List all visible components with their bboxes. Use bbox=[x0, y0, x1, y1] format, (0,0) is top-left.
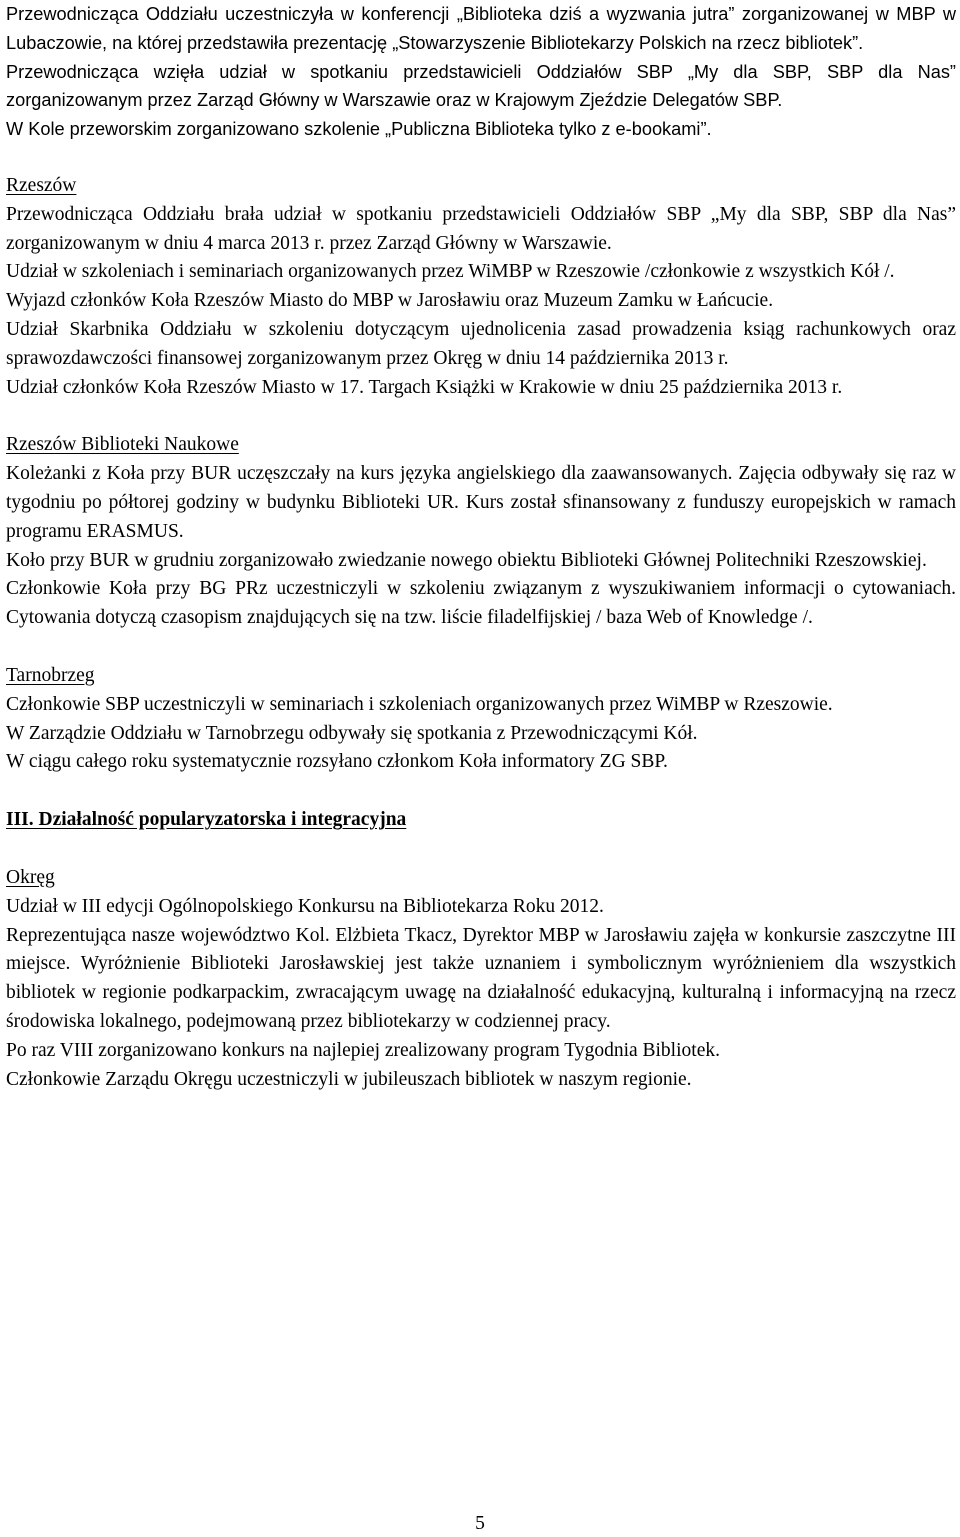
page-number: 5 bbox=[475, 1513, 485, 1534]
paragraph: W Kole przeworskim zorganizowano szkolenie „Publiczna Biblioteka tylko z e-bookami”. bbox=[6, 119, 712, 140]
section-heading: Tarnobrzeg bbox=[6, 664, 95, 686]
paragraph: Członkowie SBP uczestniczyli w seminariach i szkoleniach organizowanych przez WiMBP w Rzeszowie. bbox=[6, 693, 833, 715]
paragraph: Członkowie Zarządu Okręgu uczestniczyli w jubileuszach bibliotek w naszym regionie. bbox=[6, 1068, 692, 1090]
paragraph: Udział Skarbnika Oddziału w szkoleniu dotyczącym ujednolicenia zasad prowadzenia ksiąg rachunkowych oraz sprawozdawczości finansowej zorganizowanym przez Okręg w dniu 14 października 2013 r. bbox=[6, 318, 956, 369]
okreg-section bbox=[6, 864, 956, 1094]
paragraph: Reprezentująca nasze województwo Kol. Elżbieta Tkacz, Dyrektor MBP w Jarosławiu zajęła w konkursie zaszczytne III miejsce. Wyróżnienie Biblioteki Jarosławskiej jest także uznaniem i symbolicznym wyróżnieniem dla wszystkich bibliotek w regionie podkarpackim, zwracającym uwagę na działalność edukacyjną, kulturalną i informacyjną na rzecz środowiska lokalnego, podejmowaną przez bibliotekarzy w codziennej pracy. bbox=[6, 924, 956, 1032]
rzeszow-section bbox=[6, 172, 956, 402]
rzeszow-naukowe-section bbox=[6, 431, 956, 633]
paragraph: Udział członków Koła Rzeszów Miasto w 17. Targach Książki w Krakowie w dniu 25 października 2013 r. bbox=[6, 376, 843, 398]
document-page bbox=[6, 0, 956, 1094]
paragraph: Udział w szkoleniach i seminariach organizowanych przez WiMBP w Rzeszowie /członkowie z wszystkich Kół /. bbox=[6, 261, 895, 283]
section-heading: Rzeszów bbox=[6, 174, 77, 196]
spacer bbox=[6, 144, 956, 172]
paragraph: Członkowie Koła przy BG PRz uczestniczyli w szkoleniu związanym z wyszukiwaniem informacji o cytowaniach. Cytowania dotyczą czasopism znajdujących się na tzw. liście filadelfijskiej / baza Web of Knowledge /. bbox=[6, 578, 956, 629]
paragraph: Po raz VIII zorganizowano konkurs na najlepiej zrealizowany program Tygodnia Bibliotek. bbox=[6, 1039, 720, 1061]
paragraph: W ciągu całego roku systematycznie rozsyłano członkom Koła informatory ZG SBP. bbox=[6, 751, 668, 773]
paragraph: Przewodnicząca Oddziału brała udział w spotkaniu przedstawicieli Oddziałów SBP „My dla SBP, SBP dla Nas” zorganizowanym w dniu 4 marca 2013 r. przez Zarząd Główny w Warszawie. bbox=[6, 203, 956, 254]
section-heading: Okręg bbox=[6, 866, 55, 888]
paragraph: Koleżanki z Koła przy BUR uczęszczały na kurs języka angielskiego dla zaawansowanych. Zajęcia odbywały się raz w tygodniu po półtorej godziny w budynku Biblioteki UR. Kurs został sfinansowany z funduszy europejskich w ramach programu ERASMUS. bbox=[6, 463, 956, 542]
paragraph: Koło przy BUR w grudniu zorganizowało zwiedzanie nowego obiektu Biblioteki Głównej Politechniki Rzeszowskiej. bbox=[6, 549, 927, 571]
paragraph: W Zarządzie Oddziału w Tarnobrzegu odbywały się spotkania z Przewodniczącymi Kół. bbox=[6, 722, 698, 744]
spacer bbox=[6, 402, 956, 431]
section-3 bbox=[6, 806, 956, 835]
paragraph: Przewodnicząca wzięła udział w spotkaniu przedstawicieli Oddziałów SBP „My dla SBP, SBP dla Nas” zorganizowanym przez Zarząd Główny w Warszawie oraz w Krajowym Zjeździe Delegatów SBP. bbox=[6, 61, 956, 111]
spacer bbox=[6, 777, 956, 806]
tarnobrzeg-section bbox=[6, 662, 956, 777]
paragraph: Udział w III edycji Ogólnopolskiego Konkursu na Bibliotekarza Roku 2012. bbox=[6, 895, 604, 917]
spacer bbox=[6, 633, 956, 662]
spacer bbox=[6, 835, 956, 864]
section-heading: Rzeszów Biblioteki Naukowe bbox=[6, 434, 239, 456]
chapter-heading: III. Działalność popularyzatorska i integracyjna bbox=[6, 809, 407, 831]
paragraph: Wyjazd członków Koła Rzeszów Miasto do MBP w Jarosławiu oraz Muzeum Zamku w Łańcucie. bbox=[6, 290, 774, 312]
intro-section bbox=[6, 0, 956, 144]
paragraph: Przewodnicząca Oddziału uczestniczyła w konferencji „Biblioteka dziś a wyzwania jutra” zorganizowanej w MBP w Lubaczowie, na której przedstawiła prezentację „Stowarzyszenie Bibliotekarzy Polskich na rzecz bibliotek”. bbox=[6, 4, 956, 53]
